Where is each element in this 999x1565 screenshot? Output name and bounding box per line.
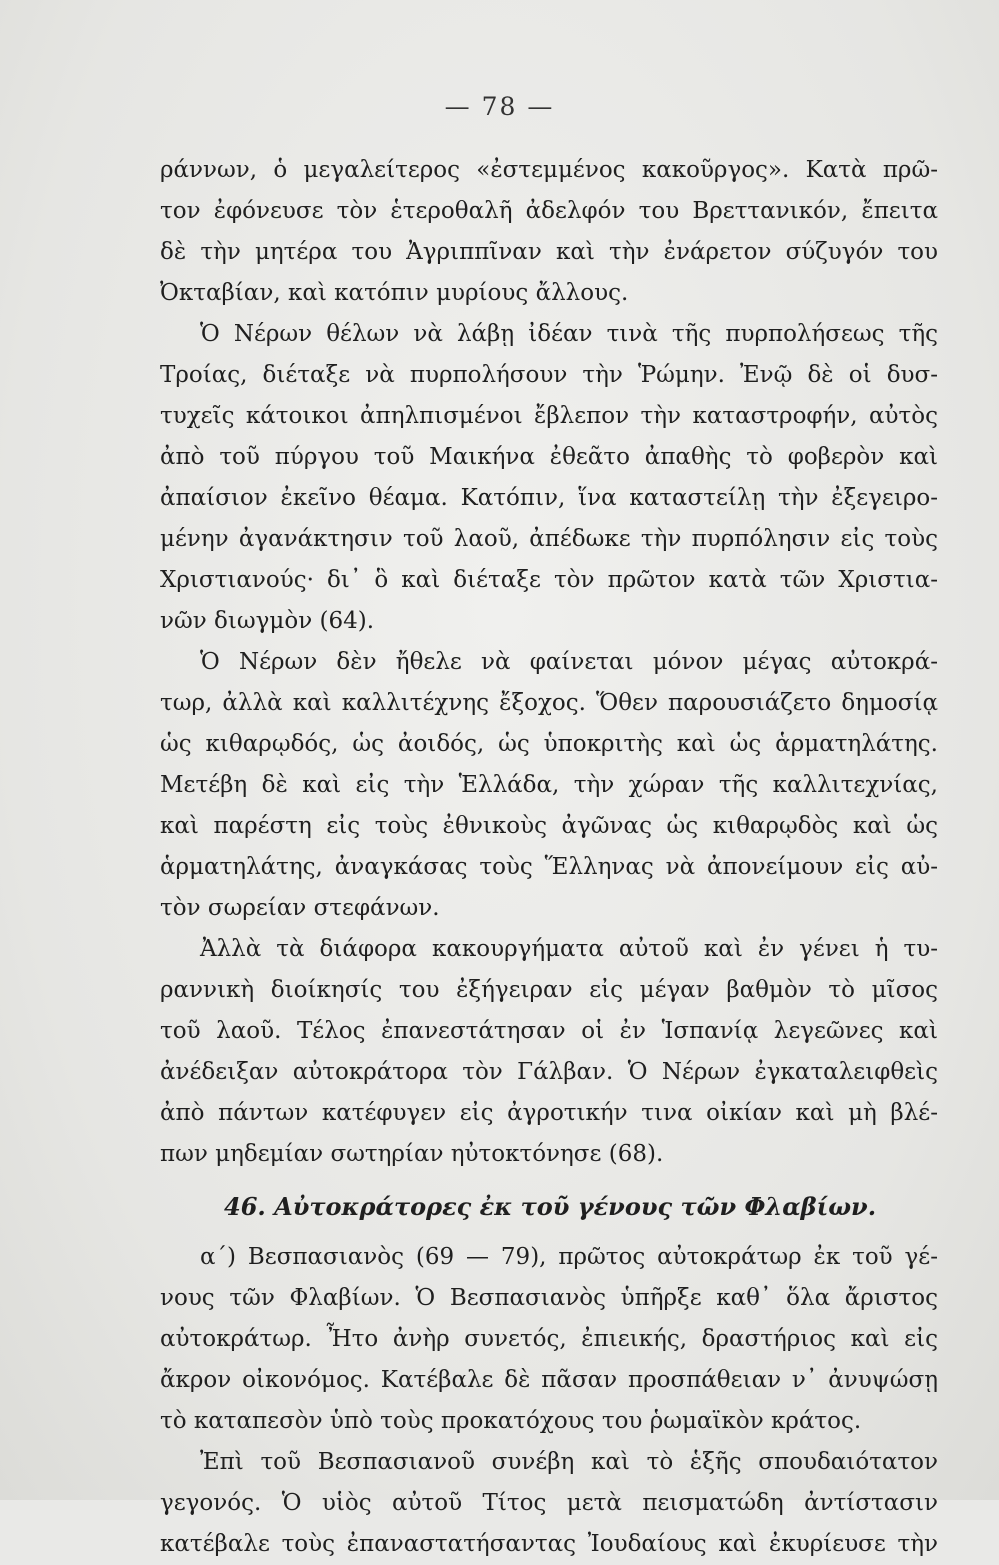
- text-line: α΄) Βεσπασιανὸς (69 — 79), πρῶτος αὐτοκράτωρ ἐκ τοῦ γέ-: [200, 1244, 938, 1270]
- text-line: Χριστιανούς· δι᾽ ὃ καὶ διέταξε τὸν πρῶτον κατὰ τῶν Χριστια-: [160, 567, 938, 593]
- text-line: τοῦ λαοῦ. Τέλος ἐπανεστάτησαν οἱ ἐν Ἱσπανίᾳ λεγεῶνες καὶ: [160, 1018, 938, 1044]
- text-line: ὡς κιθαρῳδός, ὡς ἀοιδός, ὡς ὑποκριτὴς καὶ ὡς ἁρματηλάτης.: [160, 731, 938, 757]
- text-line: Μετέβη δὲ καὶ εἰς τὴν Ἑλλάδα, τὴν χώραν τῆς καλλιτεχνίας,: [160, 772, 938, 798]
- text-section-nero: [160, 150, 938, 1175]
- text-line: γεγονός. Ὁ υἱὸς αὐτοῦ Τίτος μετὰ πεισματώδη ἀντίστασιν: [160, 1490, 938, 1516]
- text-line: νους τῶν Φλαβίων. Ὁ Βεσπασιανὸς ὑπῆρξε καθ᾽ ὅλα ἄριστος: [160, 1285, 938, 1311]
- text-line: ράννων, ὁ μεγαλείτερος «ἐστεμμένος κακοῦργος». Κατὰ πρῶ-: [160, 157, 938, 183]
- body-text: [160, 150, 938, 1565]
- text-line: κατέβαλε τοὺς ἐπαναστατήσαντας Ἰουδαίους καὶ ἐκυρίευσε τὴν: [160, 1531, 938, 1557]
- text-line: τωρ, ἀλλὰ καὶ καλλιτέχνης ἔξοχος. Ὅθεν παρουσιάζετο δημοσίᾳ: [160, 690, 938, 716]
- text-line: Ἐπὶ τοῦ Βεσπασιανοῦ συνέβη καὶ τὸ ἑξῆς σπουδαιότατον: [200, 1449, 938, 1475]
- text-line: Τροίας, διέταξε νὰ πυρπολήσουν τὴν Ῥώμην. Ἐνῷ δὲ οἱ δυσ-: [160, 362, 938, 388]
- text-line: πων μηδεμίαν σωτηρίαν ηὐτοκτόνησε (68).: [160, 1141, 664, 1167]
- text-line: Ἀλλὰ τὰ διάφορα κακουργήματα αὐτοῦ καὶ ἐν γένει ἡ τυ-: [200, 936, 938, 962]
- text-line: ἀπαίσιον ἐκεῖνο θέαμα. Κατόπιν, ἵνα καταστείλῃ τὴν ἐξεγειρο-: [160, 485, 938, 511]
- text-line: ραννικὴ διοίκησίς του ἐξήγειραν εἰς μέγαν βαθμὸν τὸ μῖσος: [160, 977, 938, 1003]
- text-line: τυχεῖς κάτοικοι ἀπηλπισμένοι ἔβλεπον τὴν καταστροφήν, αὐτὸς: [160, 403, 938, 429]
- text-line: τὸ καταπεσὸν ὑπὸ τοὺς προκατόχους του ῥωμαϊκὸν κράτος.: [160, 1408, 862, 1434]
- text-line: τον ἐφόνευσε τὸν ἑτεροθαλῆ ἀδελφόν του Βρεττανικόν, ἔπειτα: [160, 198, 938, 224]
- text-line: ἁρματηλάτης, ἀναγκάσας τοὺς Ἕλληνας νὰ ἀπονείμουν εἰς αὐ-: [160, 854, 938, 880]
- text-line: Ὁ Νέρων θέλων νὰ λάβῃ ἰδέαν τινὰ τῆς πυρπολήσεως τῆς: [200, 321, 938, 347]
- text-line: αὐτοκράτωρ. Ἦτο ἀνὴρ συνετός, ἐπιεικής, δραστήριος καὶ εἰς: [160, 1326, 938, 1352]
- text-line: νῶν διωγμὸν (64).: [160, 608, 375, 634]
- text-line: δὲ τὴν μητέρα του Ἀγριππῖναν καὶ τὴν ἐνάρετον σύζυγόν του: [160, 239, 938, 265]
- text-line: ἀπὸ τοῦ πύργου τοῦ Μαικήνα ἐθεᾶτο ἀπαθὴς τὸ φοβερὸν καὶ: [160, 444, 938, 470]
- text-line: ἀνέδειξαν αὐτοκράτορα τὸν Γάλβαν. Ὁ Νέρων ἐγκαταλειφθεὶς: [160, 1059, 938, 1085]
- page-number: — 78 —: [444, 92, 555, 121]
- text-line: ἀπὸ πάντων κατέφυγεν εἰς ἀγροτικήν τινα οἰκίαν καὶ μὴ βλέ-: [160, 1100, 938, 1126]
- section-heading: 46. Αὐτοκράτορες ἐκ τοῦ γένους τῶν Φλαβίων.: [224, 1192, 877, 1221]
- text-line: τὸν σωρείαν στεφάνων.: [160, 895, 440, 921]
- text-section-flavians: [160, 1237, 938, 1565]
- text-line: καὶ παρέστη εἰς τοὺς ἐθνικοὺς ἀγῶνας ὡς κιθαρῳδὸς καὶ ὡς: [160, 813, 938, 839]
- text-line: μένην ἀγανάκτησιν τοῦ λαοῦ, ἀπέδωκε τὴν πυρπόλησιν εἰς τοὺς: [160, 526, 938, 552]
- text-line: Ὀκταβίαν, καὶ κατόπιν μυρίους ἄλλους.: [160, 280, 629, 306]
- text-line: ἄκρον οἰκονόμος. Κατέβαλε δὲ πᾶσαν προσπάθειαν ν᾽ ἀνυψώσῃ: [160, 1367, 938, 1393]
- text-line: Ὁ Νέρων δὲν ἤθελε νὰ φαίνεται μόνον μέγας αὐτοκρά-: [200, 649, 938, 675]
